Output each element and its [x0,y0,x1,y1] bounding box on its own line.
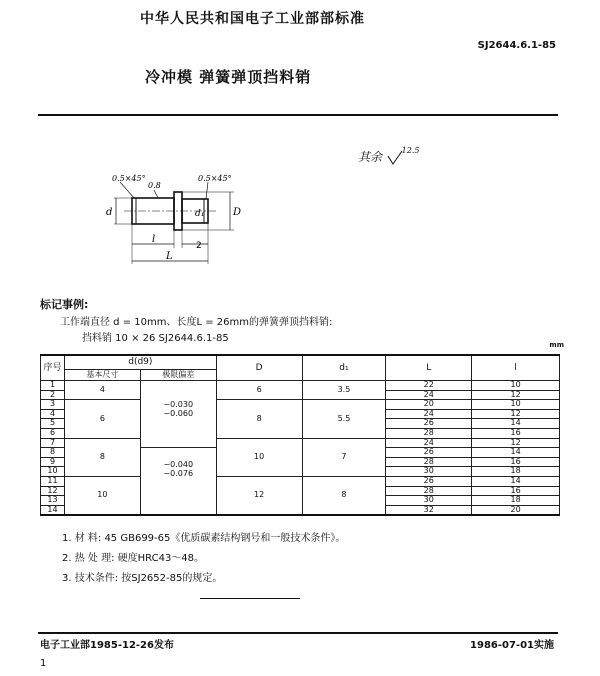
cell-seq: 4 [41,409,65,419]
dim-d1-label: d₁ [195,209,205,219]
cell-l: 12 [472,438,560,448]
dim-d-label: d [106,207,113,218]
dim-l-label: l [152,234,156,245]
cell-L: 24 [386,438,472,448]
marking-example-line2: 挡料销 10 × 26 SJ2644.6.1-85 [82,333,229,344]
header-deviation: 极限偏差 [140,370,216,381]
cell-L: 32 [386,505,472,515]
document-title: 冷冲模 弹簧弹顶挡料销 [145,68,312,86]
cell-seq: 2 [41,390,65,400]
standard-org-title: 中华人民共和国电子工业部部标准 [140,11,365,27]
header-basic-size: 基本尺寸 [64,370,140,381]
cell-seq: 8 [41,448,65,458]
cell-D: 6 [216,381,302,400]
deviation-upper: −0.030 [163,399,194,409]
cell-seq: 13 [41,496,65,506]
dim-D-label: D [233,207,242,218]
cell-seq: 7 [41,438,65,448]
cell-l: 20 [472,505,560,515]
note-heat-treatment: 2. 热 处 理: 硬度HRC43～48。 [62,553,205,564]
cell-L: 26 [386,419,472,429]
cell-seq: 9 [41,457,65,467]
header-d1: d₁ [302,355,386,381]
cell-seq: 11 [41,476,65,486]
end-rule [200,598,300,599]
cell-L: 30 [386,496,472,506]
roughness-note [358,148,429,166]
cell-l: 12 [472,390,560,400]
cell-L: 24 [386,390,472,400]
deviation-lower: −0.060 [163,408,194,418]
cell-L: 20 [386,400,472,410]
cell-l: 14 [472,476,560,486]
part-drawing [90,168,270,278]
cell-l: 16 [472,486,560,496]
header-d-group: d(d9) [64,355,216,370]
dimension-table [40,354,560,516]
cell-basic: 6 [64,400,140,438]
cell-basic: 4 [64,381,140,400]
cell-l: 10 [472,400,560,410]
cell-L: 26 [386,476,472,486]
note-tech-conditions: 3. 技术条件: 按SJ2652-85的规定。 [62,573,223,584]
bottom-rule [38,632,558,634]
cell-seq: 14 [41,505,65,515]
cell-d1: 3.5 [302,381,386,400]
cell-l: 12 [472,409,560,419]
cell-L: 22 [386,381,472,391]
cell-l: 18 [472,467,560,477]
dim-L-label: L [166,251,173,262]
cell-seq: 1 [41,381,65,391]
deviation-lower: −0.076 [163,469,194,479]
cell-D: 10 [216,438,302,476]
cell-l: 14 [472,448,560,458]
cell-L: 28 [386,486,472,496]
cell-L: 30 [386,467,472,477]
marking-example-title: 标记事例: [40,298,89,311]
cell-seq: 6 [41,428,65,438]
cell-seq: 12 [41,486,65,496]
cell-l: 18 [472,496,560,506]
cell-d1: 8 [302,476,386,515]
cell-l: 14 [472,419,560,429]
top-rule [38,114,558,116]
cell-seq: 3 [41,400,65,410]
cell-l: 16 [472,457,560,467]
dim-2-label: 2 [196,241,202,251]
technical-notes [62,529,345,589]
note-material: 1. 材 料: 45 GB699-65《优质碳素结构钢号和一般技术条件》。 [62,533,346,544]
header-l: l [472,355,560,381]
cell-L: 28 [386,457,472,467]
header-seq: 序号 [41,355,65,381]
cell-l: 16 [472,428,560,438]
cell-basic: 10 [64,476,140,515]
issued-date: 电子工业部1985-12-26发布 [40,640,174,651]
header-D: D [216,355,302,381]
cell-L: 26 [386,448,472,458]
chamfer-left-label: 0.5×45° [112,174,146,183]
roughness-note-label: 其余 [358,150,383,164]
header-L: L [386,355,472,381]
cell-d1: 5.5 [302,400,386,438]
cell-deviation [140,448,216,516]
roughness-note-value: 12.5 [401,146,420,155]
chamfer-right-label: 0.5×45° [198,174,232,183]
effective-date: 1986-07-01实施 [470,640,554,651]
surface-roughness-label: 0.8 [148,181,161,190]
deviation-upper: −0.040 [163,460,194,470]
cell-L: 28 [386,428,472,438]
marking-example-line1: 工作端直径 d = 10mm、长度L = 26mm的弹簧弹顶挡料销: [60,317,333,328]
cell-basic: 8 [64,438,140,476]
cell-d1: 7 [302,438,386,476]
cell-deviation [140,400,216,448]
cell-seq: 10 [41,467,65,477]
cell-l: 10 [472,381,560,391]
cell-D: 12 [216,476,302,515]
cell-L: 24 [386,409,472,419]
page-number: 1 [40,658,47,669]
unit-label: mm [549,341,564,349]
cell-seq: 5 [41,419,65,429]
cell-D: 8 [216,400,302,438]
standard-number: SJ2644.6.1-85 [477,40,556,51]
